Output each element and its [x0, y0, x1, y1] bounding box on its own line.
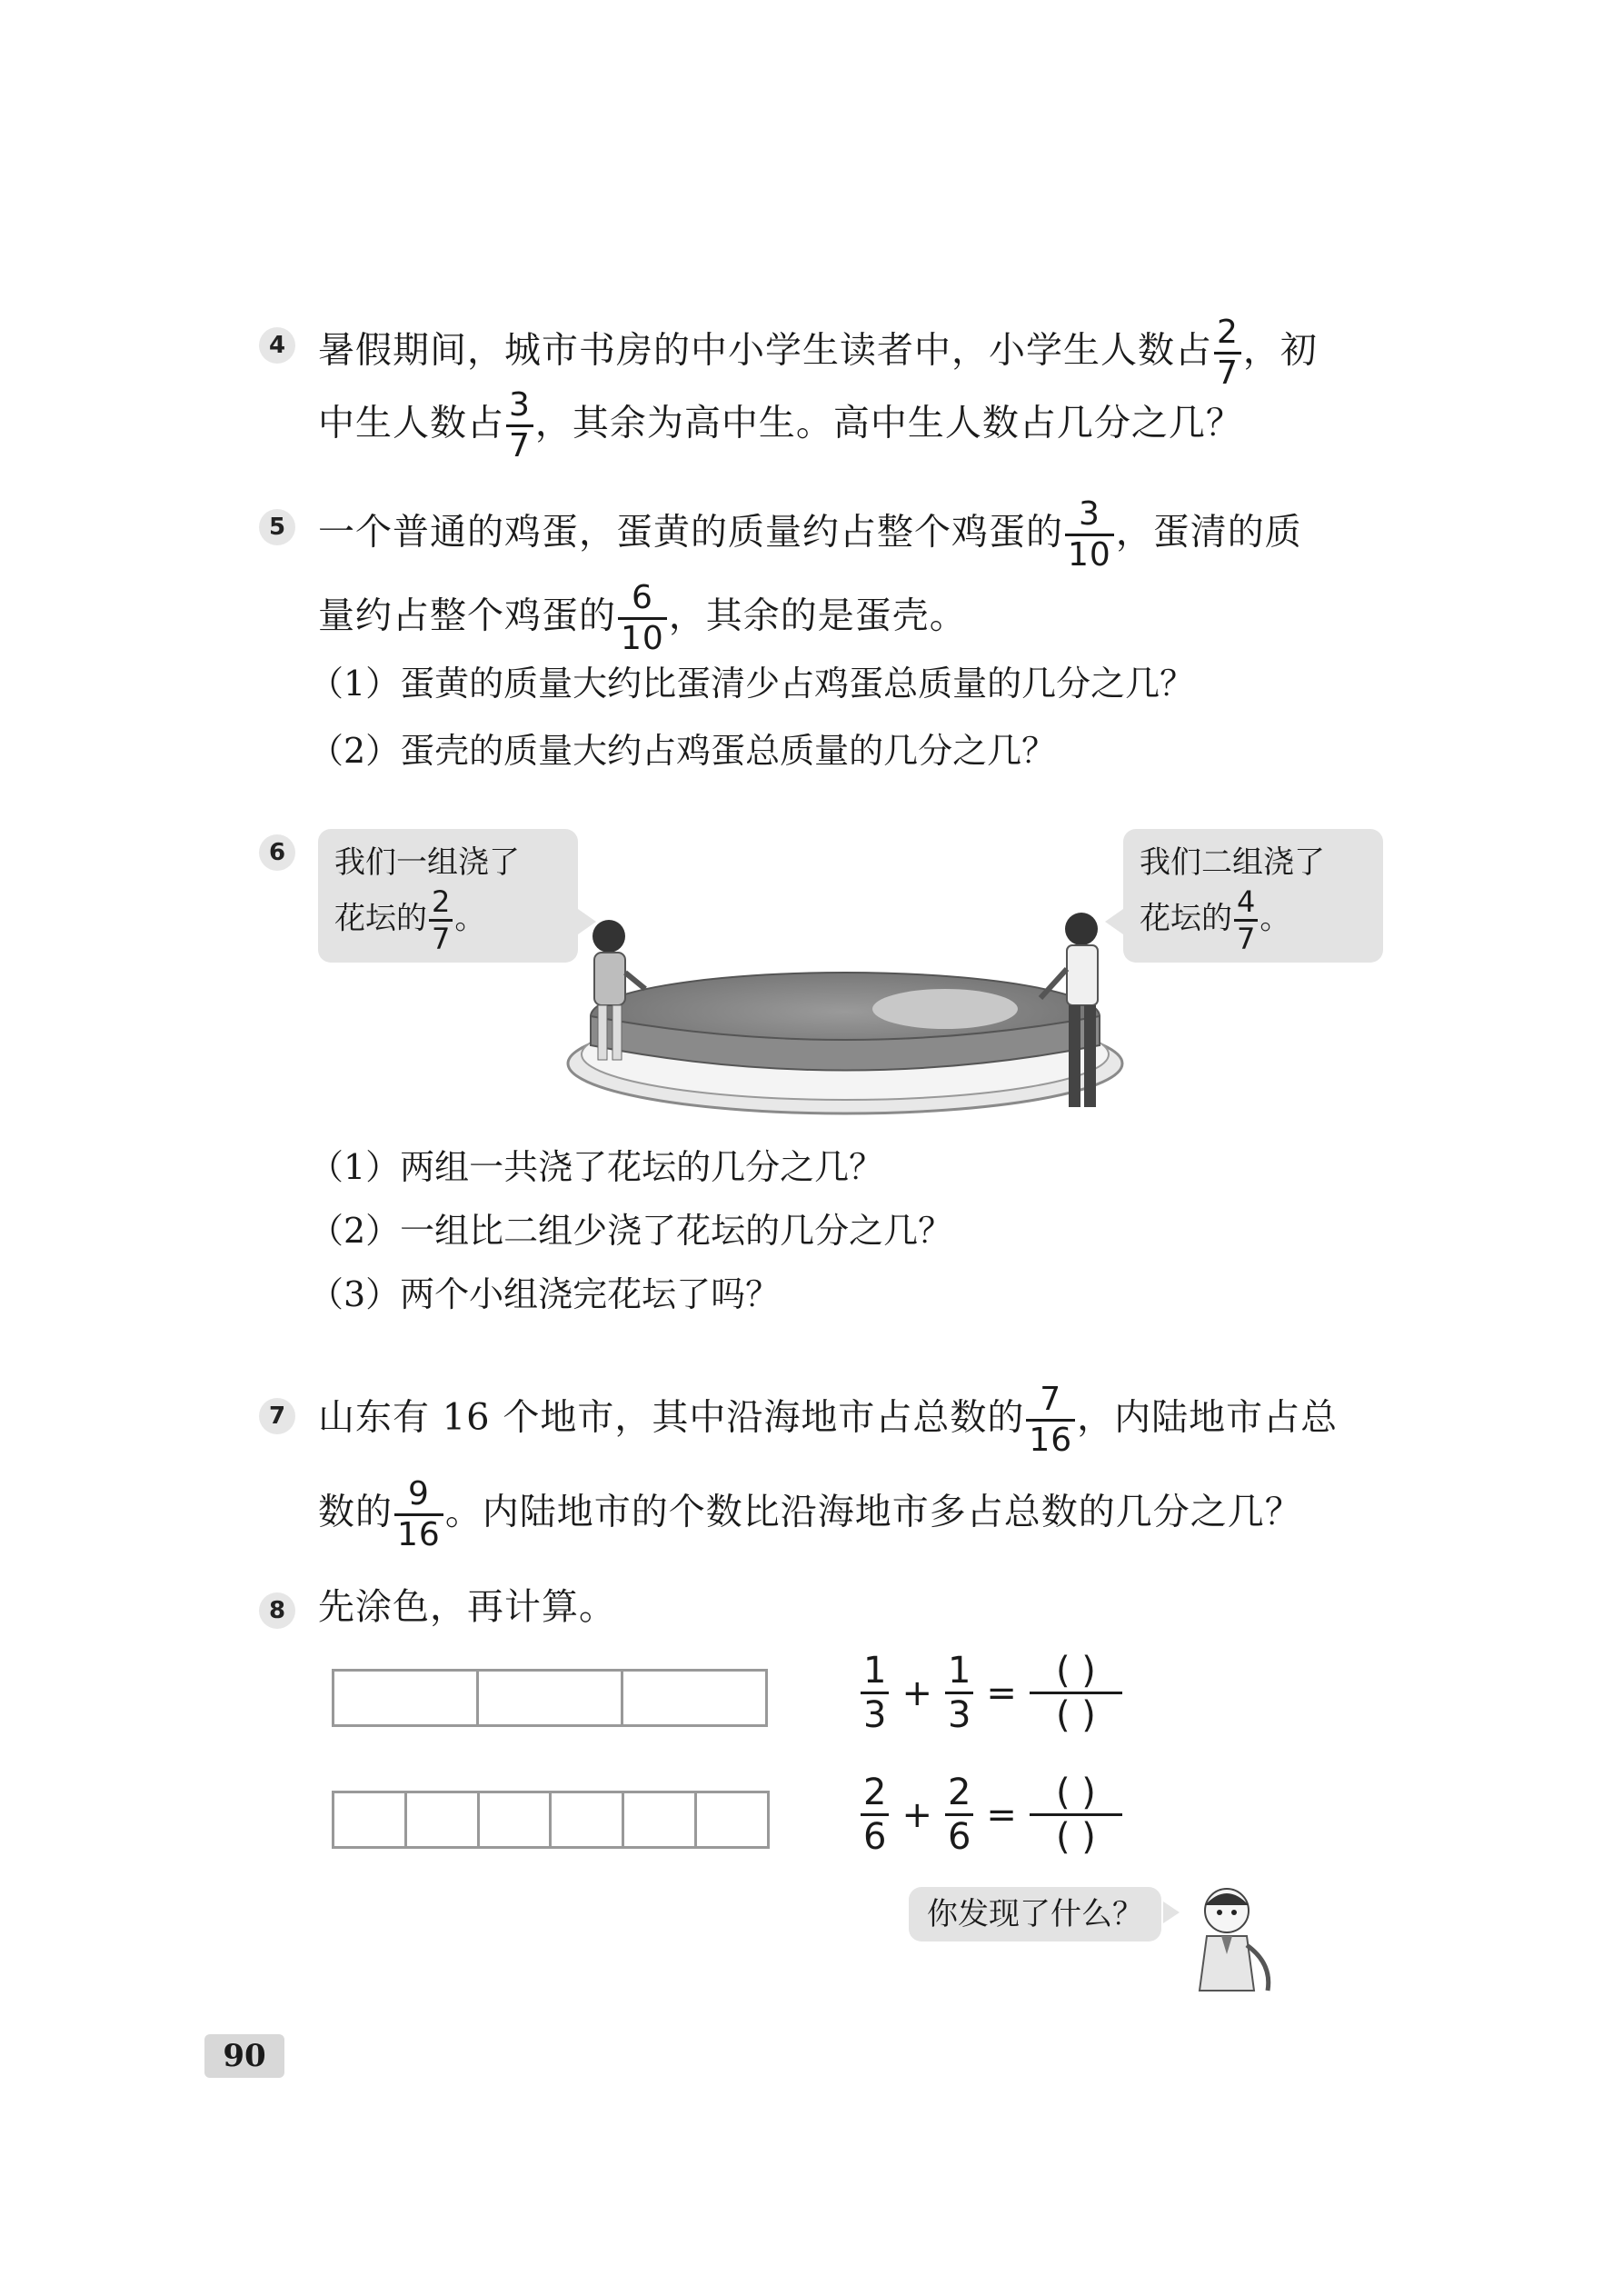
frac-denominator: 3: [947, 1694, 971, 1736]
bar-cell[interactable]: [407, 1793, 480, 1846]
frac-denominator: 7: [1237, 922, 1256, 956]
answer-denominator-blank[interactable]: ( ): [1055, 1816, 1096, 1858]
frac-numerator: 2: [945, 1774, 973, 1816]
problem-5-question-1: （1）蛋黄的质量大约比蛋清少占鸡蛋总质量的几分之几？: [309, 664, 1195, 704]
frac-denominator: 7: [432, 922, 451, 956]
problem-4-text-d: ，其余为高中生。高中生人数占几分之几？: [534, 402, 1243, 444]
frac-numerator: 6: [618, 582, 667, 620]
bar-cell[interactable]: [697, 1793, 767, 1846]
frac-numerator: 3: [1065, 498, 1114, 536]
frac-numerator: 1: [861, 1652, 889, 1694]
fraction-2-6: [861, 1772, 889, 1858]
problem-5-text-d: ，其余的是蛋壳。: [668, 594, 967, 637]
plus-sign: +: [901, 1672, 932, 1714]
problem-7-text-a: 山东有 16 个地市，其中沿海地市占总数的: [318, 1396, 1025, 1439]
bubble-text-end: 。: [454, 900, 486, 937]
frac-denominator: 3: [863, 1694, 887, 1736]
bar-cell[interactable]: [480, 1793, 553, 1846]
bubble-line-2: [334, 884, 562, 956]
bar-cell[interactable]: [552, 1793, 624, 1846]
bubble-text-end: 。: [1260, 900, 1291, 937]
frac-numerator: 9: [394, 1478, 443, 1516]
problem-7-number: 7: [259, 1398, 295, 1434]
frac-numerator: 1: [945, 1652, 973, 1694]
boy-thinking-illustration: [1181, 1882, 1290, 2000]
problem-5-line-1: [318, 495, 1302, 574]
bubble-text: 花坛的: [1140, 900, 1232, 937]
problem-4-number: 4: [259, 327, 295, 364]
bar-cell[interactable]: [334, 1672, 479, 1724]
coloring-bar-sixths[interactable]: [332, 1791, 770, 1849]
fraction-6-10: [618, 579, 667, 657]
equation-2: [859, 1772, 1124, 1858]
plus-sign: +: [901, 1793, 932, 1836]
fraction-3-7: [506, 386, 533, 464]
bar-cell[interactable]: [624, 1793, 697, 1846]
frac-denominator: 16: [397, 1516, 441, 1553]
bubble-line-1: 我们二组浇了: [1140, 844, 1325, 881]
problem-5-line-2: [318, 579, 967, 657]
problem-5-text-c: 量约占整个鸡蛋的: [318, 594, 616, 637]
fraction-2-7: [1214, 316, 1241, 390]
frac-denominator: 6: [947, 1816, 971, 1858]
frac-numerator: 2: [429, 887, 453, 922]
page-number: 90: [204, 2034, 284, 2078]
problem-4-text-b: ，初: [1242, 329, 1318, 372]
fraction-2-7: [429, 884, 453, 956]
problem-8-number: 8: [259, 1592, 295, 1629]
fraction-1-3: [861, 1650, 889, 1736]
frac-numerator: 2: [861, 1774, 889, 1816]
fraction-9-16: [394, 1475, 443, 1553]
speech-bubble-group-2: [1123, 829, 1383, 963]
problem-5-text-b: ，蛋清的质: [1115, 511, 1302, 554]
equation-1: [859, 1650, 1124, 1736]
problem-7-text-b: ，内陆地市占总: [1077, 1396, 1339, 1439]
frac-numerator: 7: [1026, 1383, 1075, 1422]
frac-numerator: 4: [1234, 887, 1258, 922]
problem-6-number: 6: [259, 834, 295, 871]
frac-denominator: 10: [621, 620, 664, 657]
fraction-4-7: [1234, 884, 1258, 956]
watered-patch: [872, 989, 1018, 1029]
frac-denominator: 7: [1217, 354, 1239, 392]
speech-bubble-discovery: 你发现了什么？: [909, 1887, 1161, 1942]
problem-7-line-2: [318, 1475, 1302, 1553]
problem-6-question-3: （3）两个小组浇完花坛了吗？: [309, 1274, 781, 1314]
problem-8-instruction: 先涂色，再计算。: [318, 1586, 616, 1628]
problem-6-question-2: （2）一组比二组少浇了花坛的几分之几？: [309, 1211, 953, 1251]
answer-fraction-1[interactable]: [1030, 1650, 1122, 1736]
problem-6-question-1: （1）两组一共浇了花坛的几分之几？: [309, 1147, 884, 1187]
problem-7-text-c: 数的: [318, 1491, 393, 1533]
bar-cell[interactable]: [623, 1672, 765, 1724]
problem-4-line-2: [318, 386, 1243, 464]
frac-denominator: 6: [863, 1816, 887, 1858]
problem-7-line-1: [318, 1383, 1338, 1457]
frac-numerator: 2: [1214, 316, 1241, 354]
flower-bed-illustration: [545, 909, 1145, 1127]
fraction-7-16: [1026, 1383, 1075, 1457]
bubble-line-1: 我们一组浇了: [334, 844, 520, 881]
fraction-3-10: [1065, 495, 1114, 574]
bar-cell[interactable]: [334, 1793, 407, 1846]
equals-sign: =: [986, 1672, 1017, 1714]
fraction-1-3: [945, 1650, 973, 1736]
bubble-tail-discovery: [1163, 1902, 1180, 1923]
answer-numerator-blank[interactable]: ( ): [1030, 1652, 1122, 1694]
frac-denominator: 10: [1068, 536, 1111, 574]
frac-denominator: 7: [509, 427, 531, 464]
answer-denominator-blank[interactable]: ( ): [1055, 1694, 1096, 1736]
answer-numerator-blank[interactable]: ( ): [1030, 1774, 1122, 1816]
equals-sign: =: [986, 1793, 1017, 1836]
answer-fraction-2[interactable]: [1030, 1772, 1122, 1858]
problem-7-text-d: 。内陆地市的个数比沿海地市多占总数的几分之几？: [444, 1491, 1302, 1533]
frac-denominator: 16: [1029, 1422, 1073, 1459]
problem-5-number: 5: [259, 509, 295, 545]
coloring-bar-thirds[interactable]: [332, 1669, 768, 1727]
bubble-text: 花坛的: [334, 900, 427, 937]
speech-bubble-group-1: [318, 829, 578, 963]
problem-5-question-2: （2）蛋壳的质量大约占鸡蛋总质量的几分之几？: [309, 731, 1057, 771]
problem-4-text-c: 中生人数占: [318, 402, 504, 444]
bubble-line-2: [1140, 884, 1367, 956]
frac-numerator: 3: [506, 389, 533, 427]
fraction-2-6: [945, 1772, 973, 1858]
problem-5-text-a: 一个普通的鸡蛋，蛋黄的质量约占整个鸡蛋的: [318, 511, 1063, 554]
problem-4-text-a: 暑假期间，城市书房的中小学生读者中，小学生人数占: [318, 329, 1212, 372]
problem-4-line-1: [318, 316, 1318, 390]
bar-cell[interactable]: [479, 1672, 623, 1724]
